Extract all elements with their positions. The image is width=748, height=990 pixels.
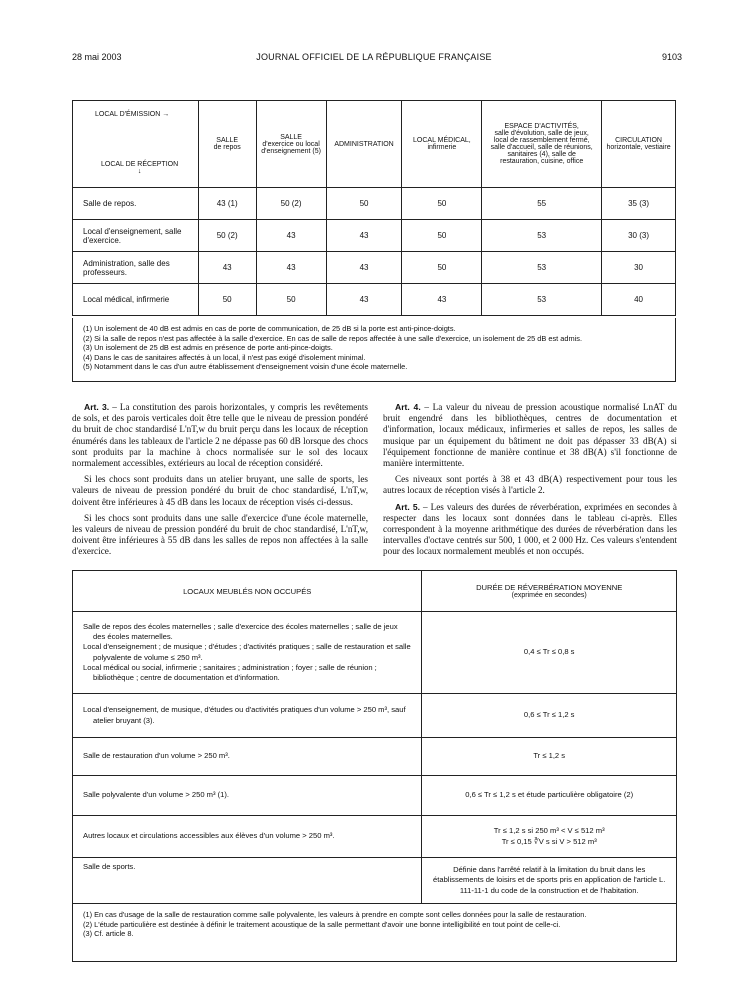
row-label: Salle de repos. [73, 188, 199, 220]
table-cell: 40 [602, 284, 676, 316]
table-cell: 43 [198, 252, 256, 284]
table-row [73, 612, 677, 694]
table-header-row [73, 101, 676, 188]
article-4-title: Art. 4. [395, 402, 421, 412]
article-4-text: – La valeur du niveau de pression acoustique normalisé LnAT du bruit engendré dans les bibliothèques, centres de documentation et d'information, locaux médicaux, infirmeries et salles de repos, les salles de musique par un équipement du bâtiment ne doit pas dépasser 33 dB(A) si l'équipement fonctionne de manière continue et 38 dB(A) s'il fonctionne de manière intermittente. [383, 402, 678, 469]
article-3-title: Art. 3. [84, 402, 110, 412]
column-subtitle: horizontale, vestiaire [606, 144, 671, 151]
row-label: Local médical, infirmerie [73, 284, 199, 316]
table-cell: 30 [602, 252, 676, 284]
row-line: Local d'enseignement ; de musique ; d'études ; d'activités pratiques ; salle de restauration et salle polyvalente de volume ≤ 250 m³. [83, 642, 411, 662]
table-cell: 53 [482, 284, 602, 316]
table-cell: 43 [256, 252, 326, 284]
table-row [73, 738, 677, 776]
table-cell: 53 [482, 252, 602, 284]
column-title: ESPACE D'ACTIVITÉS, [504, 123, 579, 130]
article-3-paragraph-2: Si les chocs sont produits dans un atelier bruyant, une salle de sports, les valeurs de niveau de pression pondéré du bruit de choc standardisé, L'nT,w, doivent être inférieures à 45 dB dans les locaux de réception visés ci-dessus. [72, 474, 368, 507]
table-row [73, 858, 677, 904]
table-cell: 43 [326, 284, 402, 316]
reverberation-table [72, 570, 677, 904]
article-5-paragraph [383, 502, 677, 558]
column-subtitle: salle d'évolution, salle de jeux, local de rassemblement fermé, salle d'accueil, salle de réunions, sanitaires (4), salle de restauration, cuisine, office [490, 130, 593, 165]
table-cell: 43 [256, 220, 326, 252]
row-label: Administration, salle des professeurs. [73, 252, 199, 284]
table-cell: 43 (1) [198, 188, 256, 220]
column-header: LOCAUX MEUBLÉS NON OCCUPÉS [73, 571, 422, 612]
table-row [73, 776, 677, 816]
article-3-paragraph-3: Si les chocs sont produits dans une salle d'exercice d'une école maternelle, les valeurs de niveau de pression pondéré du bruit de choc standardisé, L'nT,w, doivent être inférieures à 55 dB dans les salles de repos non affectées à la salle d'exercice. [72, 512, 368, 557]
column-subtitle: (exprimée en secondes) [511, 592, 587, 599]
left-column [72, 402, 368, 563]
table-cell: 43 [326, 252, 402, 284]
article-4-paragraph-2: Ces niveaux sont portés à 38 et 43 dB(A) respectivement pour tous les autres locaux de réception visés à l'article 2. [383, 474, 677, 496]
table-cell: 50 [402, 188, 482, 220]
row-label [73, 612, 422, 694]
article-4-paragraph [383, 402, 677, 469]
article-5-text: – Les valeurs des durées de réverbération, exprimées en secondes à respecter dans les locaux sont données dans le tableau ci-après. Elles correspondent à la moyenne arithmétique des durées de réverbération dans les intervalles d'octave centrés sur 500, 1 000, et 2 000 Hz. Ces valeurs s'entendent pour des locaux normalement meublés et non occupés. [383, 501, 678, 557]
column-header [326, 101, 402, 188]
table-cell: 50 [256, 284, 326, 316]
row-label: Local d'enseignement, salle d'exercice. [73, 220, 199, 252]
journal-title: JOURNAL OFFICIEL DE LA RÉPUBLIQUE FRANÇAISE [256, 52, 492, 62]
footnote: (1) En cas d'usage de la salle de restauration comme salle polyvalente, les valeurs à prendre en compte sont celles données pour la salle de restauration. [83, 910, 587, 919]
column-title: ADMINISTRATION [334, 140, 394, 148]
table-cell: 50 (2) [198, 220, 256, 252]
table-cell: 50 [402, 220, 482, 252]
table-cell: 50 [198, 284, 256, 316]
footnote: (2) Si la salle de repos n'est pas affectée à la salle d'exercice. En cas de salle de repos affectée à une salle d'exercice, un isolement de 25 dB est admis. [83, 333, 583, 343]
row-label: Salle polyvalente d'un volume > 250 m³ (1). [73, 776, 422, 816]
column-title: SALLE [280, 133, 302, 141]
table-cell: 43 [326, 220, 402, 252]
footnote: (3) Cf. article 8. [83, 929, 134, 939]
footnote: (5) Notamment dans le cas d'un autre établissement d'enseignement voisin d'une école maternelle. [83, 362, 408, 372]
row-line: Local médical ou social, infirmerie ; sanitaires ; administration ; foyer ; salle de réunion ; bibliothèque ; centre de documentation et d'information. [83, 662, 377, 682]
corner-cell [73, 101, 199, 188]
column-subtitle: infirmerie [427, 144, 457, 151]
column-header [422, 571, 677, 612]
table-cell: 50 [326, 188, 402, 220]
cell-line: Tr ≤ 1,2 s si 250 m³ < V ≤ 512 m³ [493, 826, 605, 836]
page-number: 9103 [661, 52, 682, 62]
column-subtitle: d'exercice ou local d'enseignement (5) [261, 140, 321, 155]
column-title: LOCAL MÉDICAL, [413, 137, 471, 144]
column-header [602, 101, 676, 188]
table-row [73, 284, 676, 316]
table-cell: 55 [482, 188, 602, 220]
footnote: (4) Dans le cas de sanitaires affectés à un local, il n'est pas exigé d'isolement minimal. [83, 352, 366, 362]
table-cell: 50 [402, 252, 482, 284]
table-cell: 53 [482, 220, 602, 252]
table-cell: 50 (2) [256, 188, 326, 220]
column-header [256, 101, 326, 188]
isolation-table [72, 100, 676, 316]
table-row [73, 816, 677, 858]
row-label: Autres locaux et circulations accessibles aux élèves d'un volume > 250 m³. [73, 816, 422, 858]
corner-reception-label: LOCAL DE RÉCEPTION [101, 161, 179, 168]
table-cell [422, 816, 677, 858]
row-label: Salle de restauration d'un volume > 250 m³. [73, 738, 422, 776]
footnote: (3) Un isolement de 25 dB est admis en présence de porte anti-pince-doigts. [83, 343, 333, 353]
table-cell: 35 (3) [602, 188, 676, 220]
column-title: DURÉE DE RÉVERBÉRATION MOYENNE [476, 583, 623, 592]
table-cell: 30 (3) [602, 220, 676, 252]
footnote: (1) Un isolement de 40 dB est admis en cas de porte de communication, de 25 dB si la porte est anti-pince-doigts. [83, 324, 456, 333]
right-column [383, 402, 677, 563]
column-title: SALLE [216, 137, 239, 144]
article-3-text: – La constitution des parois horizontales, y compris les revêtements de sols, et des parois verticales doit être telle que le niveau de pression pondéré du bruit de choc standardisé L'nT,w du bruit perçu dans les locaux de réception énumérés dans les tableaux de l'article 2 ne dépasse pas 60 dB lorsque des chocs sont produits par la machine à chocs normalisée sur le sol des locaux normalement accessibles, extérieurs au local de réception considéré. [72, 402, 369, 469]
table-row [73, 252, 676, 284]
footnote: (2) L'étude particulière est destinée à définir le traitement acoustique de la salle permettant d'avoir une bonne intelligibilité en tout point de celle-ci. [83, 919, 561, 929]
column-title: CIRCULATION [615, 137, 662, 144]
column-subtitle: de repos [213, 144, 241, 151]
article-3-paragraph [72, 402, 368, 469]
corner-emission-label: LOCAL D'ÉMISSION → [95, 111, 170, 118]
row-line: Salle de repos des écoles maternelles ; salle d'exercice des écoles maternelles ; salle de jeux des écoles maternelles. [83, 621, 398, 642]
article-5-title: Art. 5. [395, 501, 421, 512]
table-row [73, 188, 676, 220]
table2-footnotes [72, 904, 677, 962]
table-cell: 43 [402, 284, 482, 316]
table-cell: 0,4 ≤ Tr ≤ 0,8 s [422, 612, 677, 694]
table-cell: 0,6 ≤ Tr ≤ 1,2 s et étude particulière obligatoire (2) [422, 776, 677, 816]
table-row [73, 694, 677, 738]
table-row [73, 220, 676, 252]
column-header [402, 101, 482, 188]
table-cell: 0,6 ≤ Tr ≤ 1,2 s [422, 694, 677, 738]
row-label: Salle de sports. [73, 858, 422, 904]
table-cell: Définie dans l'arrêté relatif à la limitation du bruit dans les établissements de loisirs et de sports pris en application de l'article L. 111-11-1 du code de la construction et de l'habitation. [422, 858, 677, 904]
row-label: Local d'enseignement, de musique, d'études ou d'activités pratiques d'un volume > 250 m³, sauf atelier bruyant (3). [73, 694, 422, 738]
column-header [198, 101, 256, 188]
table-cell: Tr ≤ 1,2 s [422, 738, 677, 776]
column-header [482, 101, 602, 188]
table-header-row [73, 571, 677, 612]
down-arrow-icon: ↓ [137, 168, 142, 175]
table1-footnotes [72, 318, 676, 382]
cell-line: Tr ≤ 0,15 ∛V s si V > 512 m³ [501, 836, 597, 846]
header-date: 28 mai 2003 [72, 52, 122, 62]
